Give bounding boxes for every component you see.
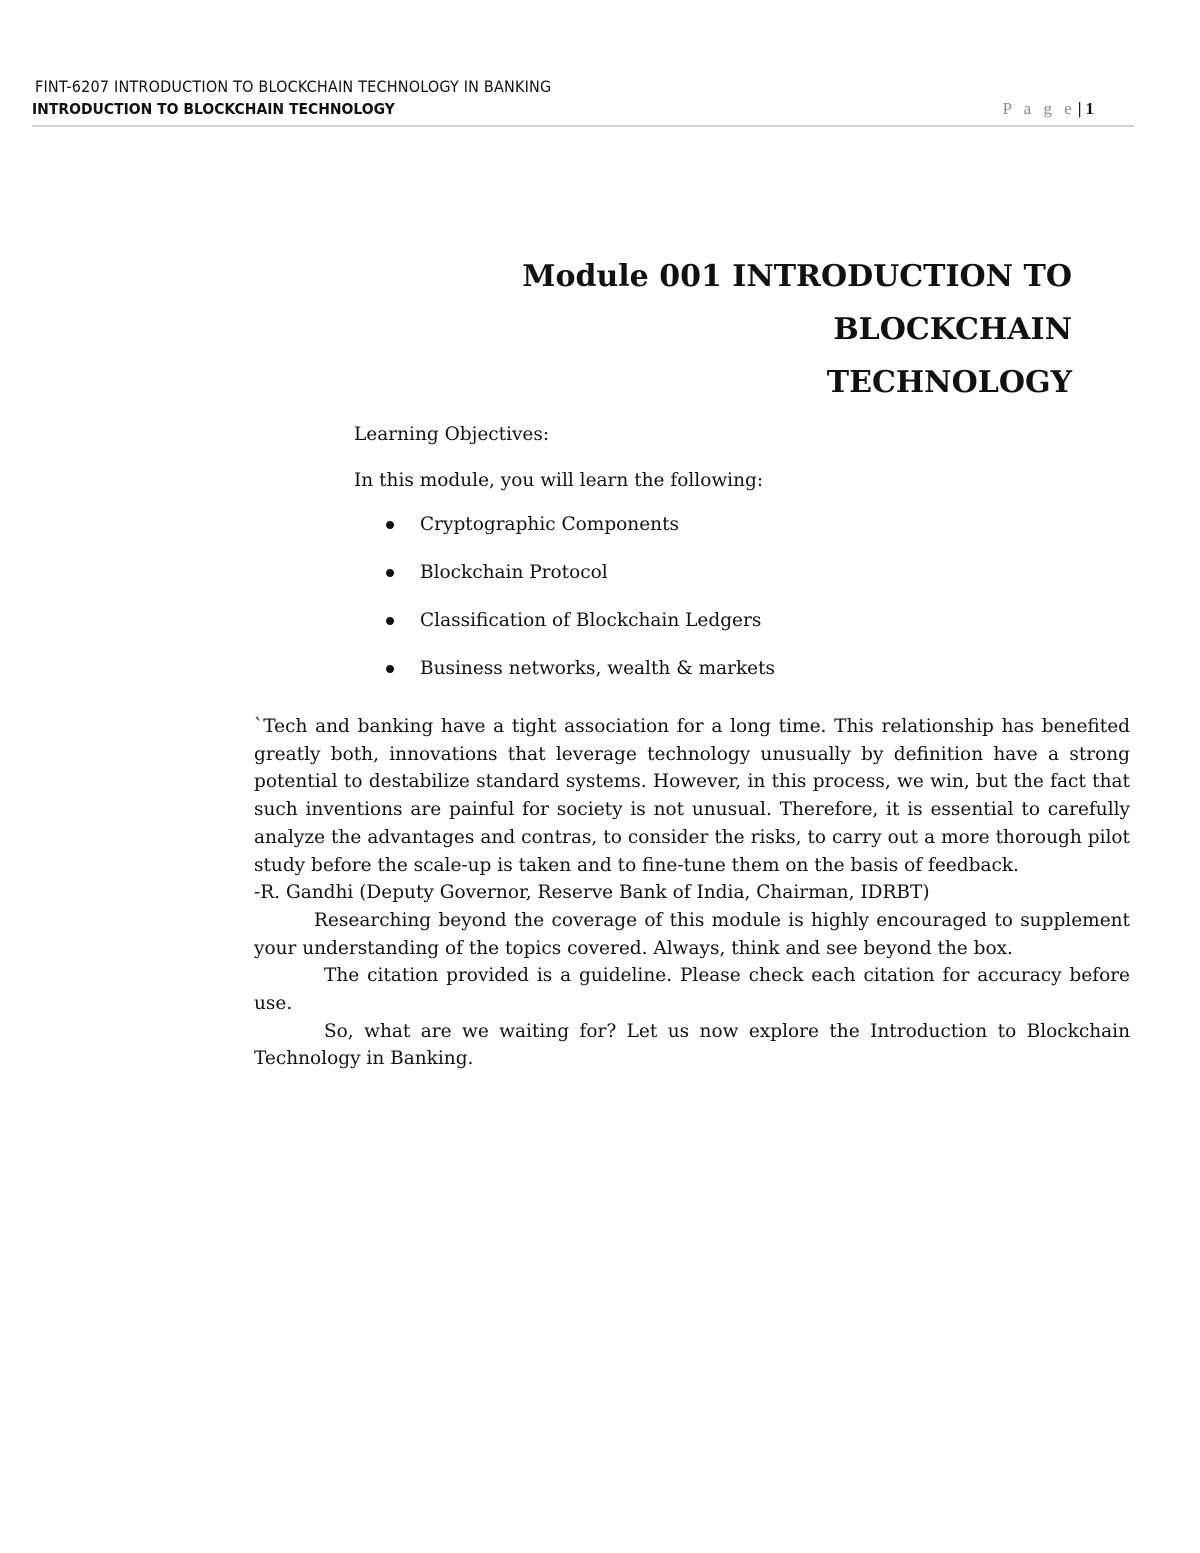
closing-paragraph: So, what are we waiting for? Let us now explore the Introduction to Blockchain Technology in Banking.	[254, 1020, 1130, 1070]
page-indicator	[1003, 98, 1094, 120]
objectives-intro: In this module, you will learn the following:	[354, 470, 764, 491]
learning-objectives	[354, 420, 1054, 702]
header-divider	[32, 125, 1134, 127]
bullet-icon	[386, 569, 394, 577]
citation-paragraph: The citation provided is a guideline. Please check each citation for accuracy before use.	[254, 965, 1130, 1015]
page-number: 1	[1085, 99, 1094, 118]
header-row	[32, 98, 1134, 120]
research-paragraph: Researching beyond the coverage of this module is highly encouraged to supplement your understanding of the topics covered. Always, think and see beyond the box.	[254, 909, 1130, 959]
section-title: INTRODUCTION TO BLOCKCHAIN TECHNOLOGY	[32, 100, 395, 118]
objectives-heading: Learning Objectives:	[354, 424, 550, 445]
page-separator: |	[1077, 99, 1082, 118]
list-item	[354, 606, 1054, 654]
bullet-icon	[386, 521, 394, 529]
list-item	[354, 558, 1054, 606]
page-label: P a g e	[1002, 99, 1076, 118]
module-title-line-2: TECHNOLOGY	[826, 365, 1072, 400]
module-title	[300, 250, 1072, 409]
list-item-label: Classification of Blockchain Ledgers	[420, 610, 762, 631]
page-header	[32, 76, 1134, 120]
list-item-label: Business networks, wealth & markets	[420, 658, 776, 679]
quote-attribution: -R. Gandhi (Deputy Governor, Reserve Bank of India, Chairman, IDRBT)	[254, 882, 930, 904]
list-item	[354, 510, 1054, 558]
bullet-icon	[386, 665, 394, 673]
course-title: FINT-6207 INTRODUCTION TO BLOCKCHAIN TECHNOLOGY IN BANKING	[35, 77, 552, 96]
bullet-icon	[386, 617, 394, 625]
list-item	[354, 654, 1054, 702]
module-title-line-1: Module 001 INTRODUCTION TO BLOCKCHAIN	[522, 259, 1072, 347]
quote-paragraph: `Tech and banking have a tight association for a long time. This relationship has benefited greatly both, innovations that leverage technology unusually by definition have a strong potential to destabilize standard systems. However, in this process, we win, but the fact that such inventions are painful for society is not unusual. Therefore, it is essential to carefully analyze the advantages and contras, to consider the risks, to carry out a more thorough pilot study before the scale-up is taken and to fine-tune them on the basis of feedback.	[254, 716, 1130, 876]
objectives-list	[354, 510, 1054, 702]
list-item-label: Cryptographic Components	[420, 514, 680, 535]
body-text	[254, 713, 1130, 1073]
list-item-label: Blockchain Protocol	[420, 562, 608, 583]
